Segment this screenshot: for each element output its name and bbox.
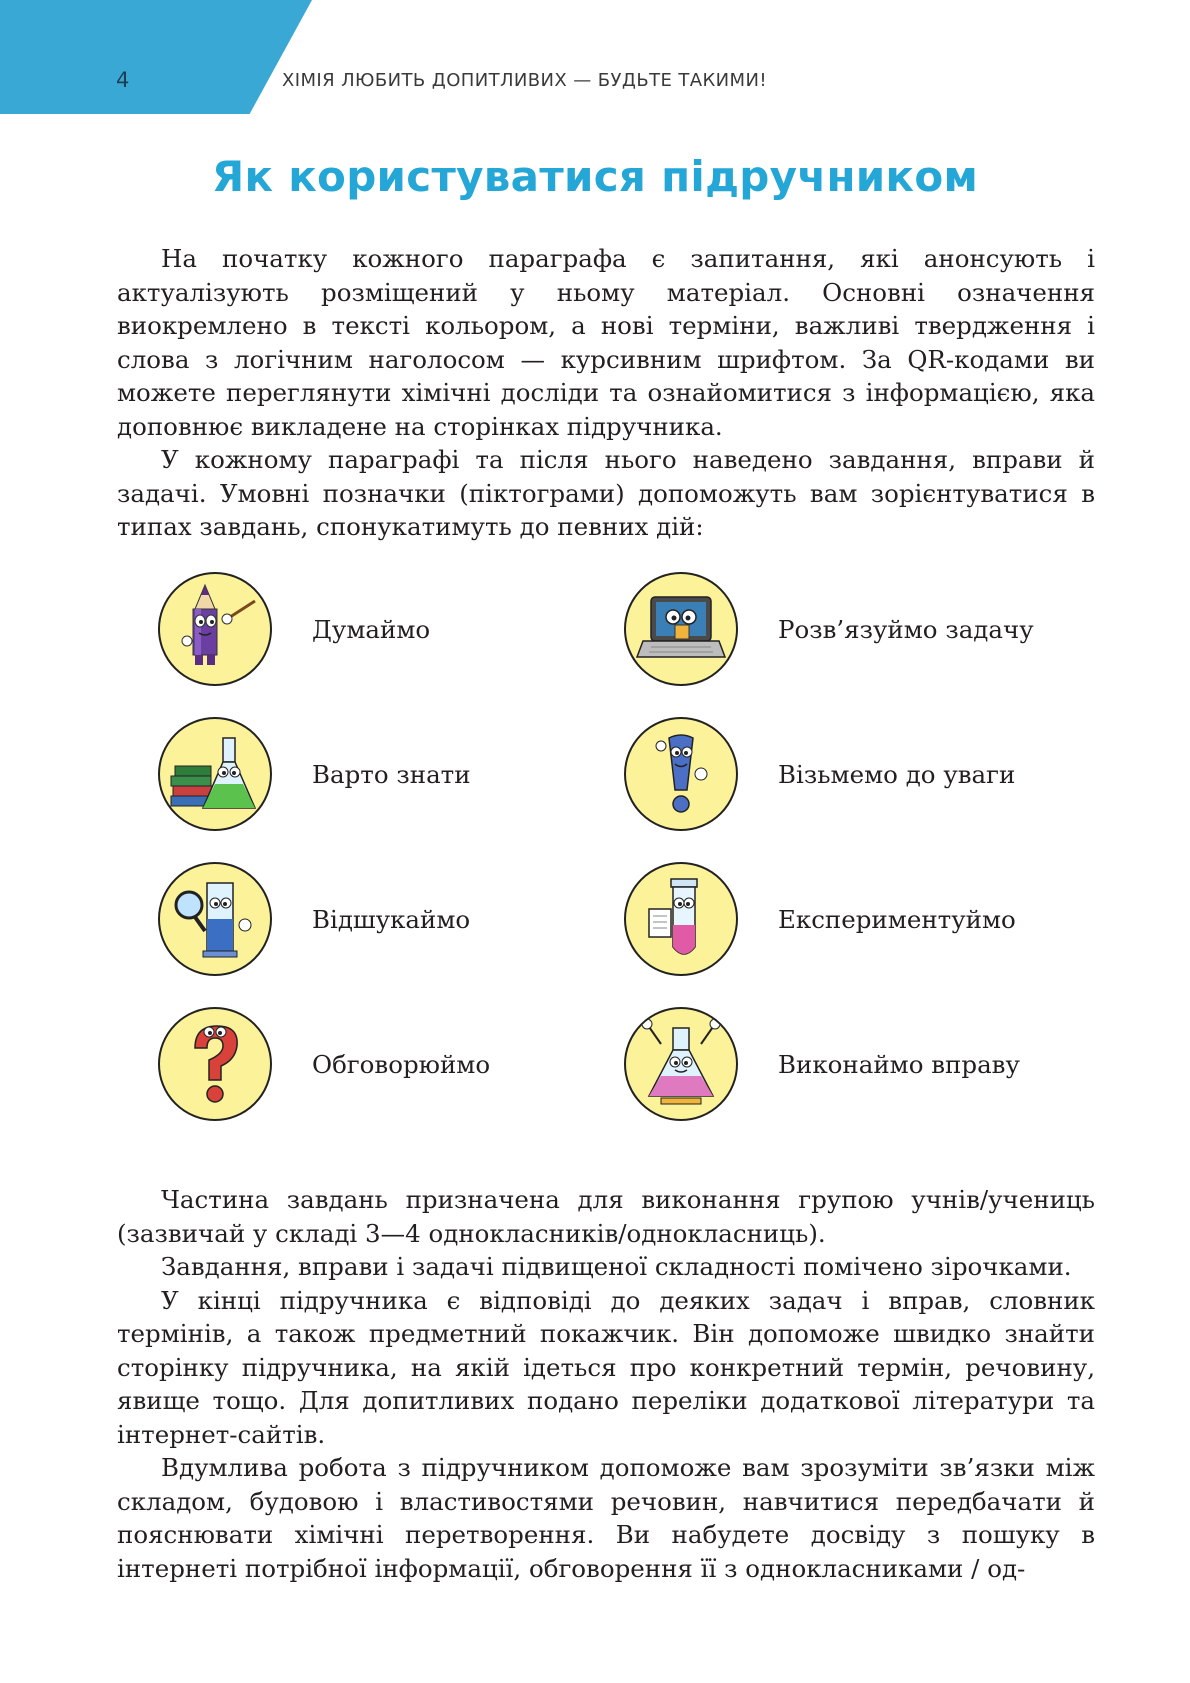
exclamation-mark-icon [624, 717, 738, 831]
bottom-paragraph-2: Завдання, вправи і задачі підвищеної складності помічено зірочками. [161, 1252, 1072, 1281]
legend-item-think [158, 570, 624, 688]
bottom-paragraph-1: Частина завдань призначена для виконання групою учнів/учениць (зазвичай у складі 3—4 однокласників/однокласниць). [117, 1185, 1095, 1248]
page-number: 4 [116, 68, 130, 92]
question-mark-icon [158, 1007, 272, 1121]
legend-item-experiment [624, 860, 1058, 978]
magnifier-cylinder-icon [158, 862, 272, 976]
page-title: Як користуватися підручником [211, 152, 979, 201]
legend-item-discuss [158, 1005, 624, 1123]
header-accent-band [0, 0, 312, 114]
legend-label: Обговорюймо [312, 1049, 491, 1079]
running-title: ХІМІЯ ЛЮБИТЬ ДОПИТЛИВИХ — БУДЬТЕ ТАКИМИ! [282, 70, 767, 91]
legend-item-know [158, 715, 624, 833]
bottom-paragraph-3: У кінці підручника є відповіді до деяких задач і вправ, словник термінів, а також предметний покажчик. Він допоможе швидко знайти сторінку підручника, на якій ідеться про конкретний термін, речовину, явище тощо. Для допитливих подано переліки додаткової літератури та інтернет-сайтів. [117, 1285, 1095, 1449]
legend-label: Думаймо [312, 614, 431, 644]
bottom-paragraph-4: Вдумлива робота з підручником допоможе вам зрозуміти зв’язки між складом, будовою і властивостями речовин, навчитися передбачати й пояснювати хімічні перетворення. Ви набудете досвіду з пошуку в інтернеті потрібної інформації, обговорення її з однокласниками / од- [117, 1453, 1095, 1583]
intro-paragraph-1: На початку кожного параграфа є запитання, які анонсують і актуалізують розміщений у ньому матеріал. Основні означення виокремлено в тексті кольором, а нові терміни, важливі твердження і слова з логічним наголосом — курсивним шрифтом. За QR-кодами ви можете переглянути хімічні досліди та ознайомитися з інформацією, яка доповнює викладене на сторінках підручника. [117, 244, 1095, 441]
legend-label: Варто знати [312, 759, 471, 789]
pictogram-legend [158, 570, 1058, 1128]
flask-exercise-icon [624, 1007, 738, 1121]
legend-label: Візьмемо до уваги [778, 759, 1016, 789]
laptop-calculator-icon [624, 572, 738, 686]
legend-item-attention [624, 715, 1058, 833]
intro-text [117, 242, 1095, 544]
legend-label: Виконаймо вправу [778, 1049, 1020, 1079]
intro-paragraph-2: У кожному параграфі та після нього наведено завдання, вправи й задачі. Умовні позначки (піктограми) допоможуть вам зорієнтуватися в типах завдань, спонукатимуть до певних дій: [117, 445, 1095, 541]
legend-label: Відшукаймо [312, 904, 471, 934]
legend-label: Розв’язуймо задачу [778, 614, 1034, 644]
books-flask-icon [158, 717, 272, 831]
legend-item-solve [624, 570, 1058, 688]
thinking-pencil-icon [158, 572, 272, 686]
legend-item-exercise [624, 1005, 1058, 1123]
legend-label: Експериментуймо [778, 904, 1016, 934]
legend-item-search [158, 860, 624, 978]
test-tube-icon [624, 862, 738, 976]
bottom-text [117, 1183, 1095, 1585]
